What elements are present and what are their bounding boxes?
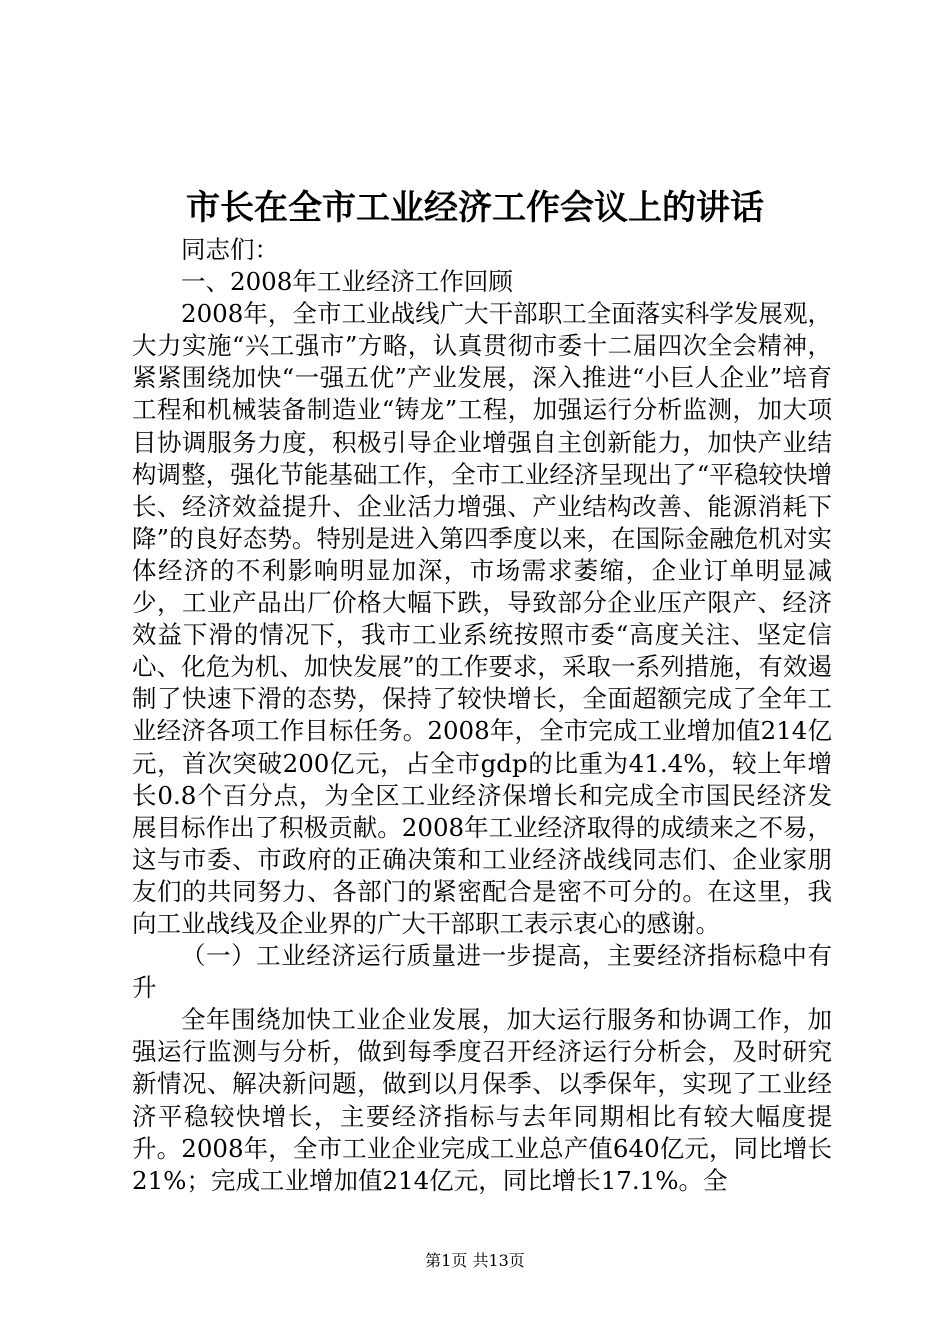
paragraph-2: 全年围绕加快工业企业发展，加大运行服务和协调工作，加强运行监测与分析，做到每季度召开经济运行分析会，及时研究新情况、解决新问题，做到以月保季、以季保年，实现了工业经济平稳较快增长，主要经济指标与去年同期相比有较大幅度提升。2008年，全市工业企业完成工业总产值640亿元，同比增长21%；完成工业增加值214亿元，同比增长17.1%。全 — [132, 1005, 832, 1195]
document-title: 市长在全市工业经济工作会议上的讲话 — [186, 188, 764, 228]
paragraph-1: 2008年，全市工业战线广大干部职工全面落实科学发展观，大力实施“兴工强市”方略，认真贯彻市委十二届四次全会精神，紧紧围绕加快“一强五优”产业发展，深入推进“小巨人企业”培育工程和机械装备制造业“铸龙”工程，加强运行分析监测，加大项目协调服务力度，积极引导企业增强自主创新能力，加快产业结构调整，强化节能基础工作，全市工业经济呈现出了“平稳较快增长、经济效益提升、企业活力增强、产业结构改善、能源消耗下降”的良好态势。特别是进入第四季度以来，在国际金融危机对实体经济的不利影响明显加深，市场需求萎缩，企业订单明显减少，工业产品出厂价格大幅下跌，导致部分企业压产限产、经济效益下滑的情况下，我市工业系统按照市委“高度关注、坚定信心、化危为机、加快发展”的工作要求，采取一系列措施，有效遏制了快速下滑的态势，保持了较快增长，全面超额完成了全年工业经济各项工作目标任务。2008年，全市完成工业增加值214亿元，首次突破200亿元，占全市gdp的比重为41.4%，较上年增长0.8个百分点，为全区工业经济保增长和完成全市国民经济发展目标作出了积极贡献。2008年工业经济取得的成绩来之不易，这与市委、市政府的正确决策和工业经济战线同志们、企业家朋友们的共同努力、各部门的紧密配合是密不可分的。在这里，我向工业战线及企业界的广大干部职工表示衷心的感谢。 — [132, 299, 832, 938]
page-footer: 第1页 共13页 — [425, 1251, 525, 1270]
salutation: 同志们： — [181, 235, 279, 264]
subheading-1: （一）工业经济运行质量进一步提高，主要经济指标稳中有升 — [132, 941, 832, 1003]
document-body — [132, 234, 832, 1197]
section-heading: 一、2008年工业经济工作回顾 — [181, 267, 513, 297]
